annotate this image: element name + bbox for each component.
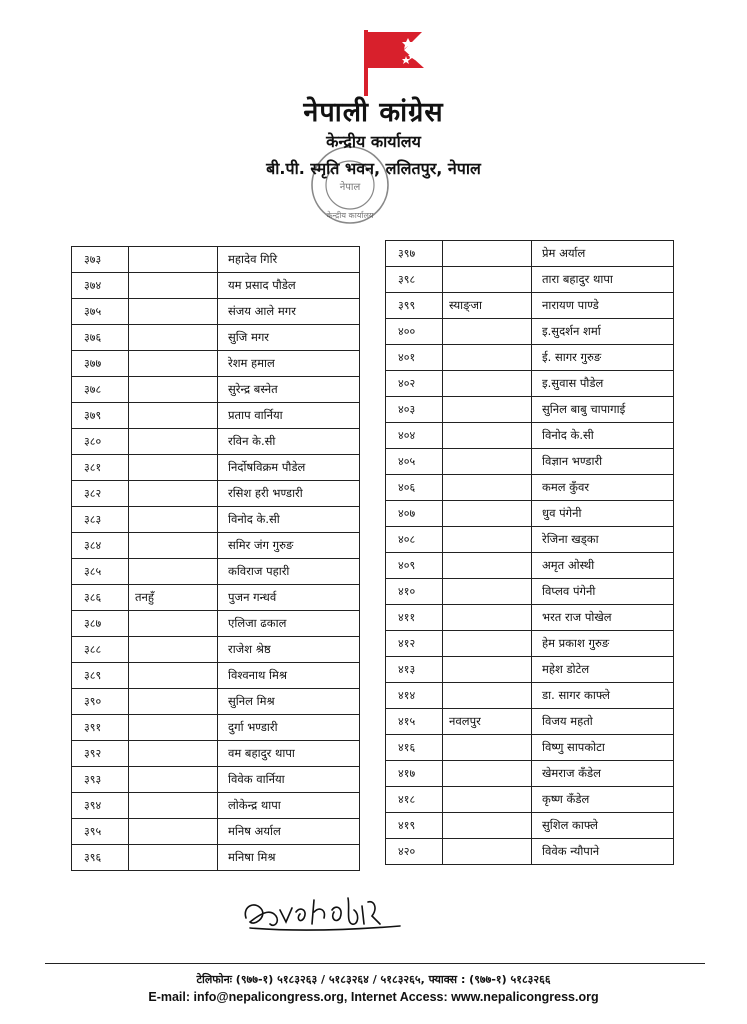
district-cell — [129, 377, 218, 403]
row-number: ३९० — [72, 689, 129, 715]
table-row — [72, 533, 360, 559]
row-number: ३८८ — [72, 637, 129, 663]
member-name: तारा बहादुर थापा — [532, 267, 674, 293]
row-number: ४१६ — [386, 735, 443, 761]
row-number: ३८० — [72, 429, 129, 455]
row-number: ४०६ — [386, 475, 443, 501]
row-number: ३७६ — [72, 325, 129, 351]
district-cell — [129, 845, 218, 871]
district-cell — [443, 657, 532, 683]
member-name: मनिषा मिश्र — [218, 845, 360, 871]
row-number: ३८४ — [72, 533, 129, 559]
member-name: महादेव गिरि — [218, 247, 360, 273]
row-number: ४१९ — [386, 813, 443, 839]
district-cell — [129, 455, 218, 481]
member-name: लोकेन्द्र थापा — [218, 793, 360, 819]
member-name: विजय महतो — [532, 709, 674, 735]
table-row — [386, 371, 674, 397]
row-number: ३९३ — [72, 767, 129, 793]
table-row — [72, 247, 360, 273]
row-number: ४०९ — [386, 553, 443, 579]
table-row — [386, 501, 674, 527]
district-cell — [129, 819, 218, 845]
district-cell — [129, 793, 218, 819]
row-number: ३७४ — [72, 273, 129, 299]
row-number: ४०० — [386, 319, 443, 345]
handwritten-signature — [240, 888, 420, 938]
table-row — [72, 741, 360, 767]
district-cell — [443, 475, 532, 501]
table-row — [386, 787, 674, 813]
party-flag-logo — [362, 28, 428, 98]
table-row — [72, 325, 360, 351]
table-row — [386, 267, 674, 293]
member-name: महेश डोटेल — [532, 657, 674, 683]
table-row — [72, 715, 360, 741]
row-number: ४०८ — [386, 527, 443, 553]
district-cell — [443, 787, 532, 813]
row-number: ४०३ — [386, 397, 443, 423]
member-list-left — [71, 246, 360, 871]
table-row — [72, 403, 360, 429]
table-row — [386, 709, 674, 735]
table-row — [386, 345, 674, 371]
district-cell — [443, 683, 532, 709]
member-name: सुशिल काफ्ले — [532, 813, 674, 839]
row-number: ४२० — [386, 839, 443, 865]
letterhead — [0, 0, 747, 235]
table-row — [386, 735, 674, 761]
member-name: दुर्गा भण्डारी — [218, 715, 360, 741]
row-number: ४१२ — [386, 631, 443, 657]
table-row — [72, 299, 360, 325]
table-row — [386, 319, 674, 345]
member-name: भरत राज पोखेल — [532, 605, 674, 631]
table-row — [386, 241, 674, 267]
member-name: विवेक वार्निया — [218, 767, 360, 793]
table-row — [72, 273, 360, 299]
table-row — [386, 605, 674, 631]
district-cell — [129, 481, 218, 507]
table-row — [386, 475, 674, 501]
member-name: कविराज पहारी — [218, 559, 360, 585]
member-name: निर्दोषविक्रम पौडेल — [218, 455, 360, 481]
district-cell — [443, 397, 532, 423]
member-name: सुनिल मिश्र — [218, 689, 360, 715]
row-number: ३९६ — [72, 845, 129, 871]
row-number: ३९८ — [386, 267, 443, 293]
district-cell — [443, 735, 532, 761]
member-name: मनिष अर्याल — [218, 819, 360, 845]
district-cell — [443, 501, 532, 527]
district-cell — [129, 351, 218, 377]
row-number: ३८७ — [72, 611, 129, 637]
district-cell — [443, 605, 532, 631]
district-cell — [129, 715, 218, 741]
row-number: ३९५ — [72, 819, 129, 845]
row-number: ३८५ — [72, 559, 129, 585]
office-title: केन्द्रीय कार्यालय — [326, 132, 421, 151]
footer-divider — [45, 963, 705, 964]
member-name: संजय आले मगर — [218, 299, 360, 325]
district-cell — [129, 689, 218, 715]
table-row — [386, 397, 674, 423]
member-name: डा. सागर काफ्ले — [532, 683, 674, 709]
table-row — [386, 423, 674, 449]
row-number: ३९७ — [386, 241, 443, 267]
row-number: ४१३ — [386, 657, 443, 683]
table-row — [72, 637, 360, 663]
member-list-right — [385, 240, 674, 865]
member-name: रेशम हमाल — [218, 351, 360, 377]
row-number: ४१८ — [386, 787, 443, 813]
member-name: धुव पंगेनी — [532, 501, 674, 527]
row-number: ४१४ — [386, 683, 443, 709]
table-row — [386, 449, 674, 475]
org-name: नेपाली कांग्रेस — [303, 97, 444, 128]
table-row — [72, 663, 360, 689]
footer-phone-fax: टेलिफोनः (९७७-१) ५१८३२६३ / ५१८३२६४ / ५१८३२६५, फ्याक्स : (९७७-१) ५१८३२६६ — [196, 973, 551, 986]
row-number: ३९४ — [72, 793, 129, 819]
row-number: ३८३ — [72, 507, 129, 533]
member-name: विवेक न्यौपाने — [532, 839, 674, 865]
district-cell: तनहुँ — [129, 585, 218, 611]
district-cell — [129, 429, 218, 455]
member-name: पुजन गन्धर्व — [218, 585, 360, 611]
district-cell — [443, 813, 532, 839]
district-cell: नवलपुर — [443, 709, 532, 735]
row-number: ३८९ — [72, 663, 129, 689]
member-name: सुरेन्द्र बस्नेत — [218, 377, 360, 403]
table-row — [72, 351, 360, 377]
table-row — [72, 455, 360, 481]
district-cell — [129, 637, 218, 663]
district-cell — [443, 319, 532, 345]
table-row — [386, 683, 674, 709]
district-cell — [443, 267, 532, 293]
row-number: ४१० — [386, 579, 443, 605]
member-name: खेमराज कँडेल — [532, 761, 674, 787]
table-row — [72, 507, 360, 533]
table-row — [386, 527, 674, 553]
office-address: बी.पी. स्मृति भवन, ललितपुर, नेपाल — [266, 159, 481, 178]
district-cell — [443, 579, 532, 605]
member-name: इ.सुदर्शन शर्मा — [532, 319, 674, 345]
member-name: वम बहादुर थापा — [218, 741, 360, 767]
table-row — [72, 481, 360, 507]
district-cell — [443, 423, 532, 449]
district-cell — [443, 449, 532, 475]
table-row — [72, 611, 360, 637]
member-name: विप्लव पंगेनी — [532, 579, 674, 605]
member-name: ई. सागर गुरुङ — [532, 345, 674, 371]
district-cell — [129, 299, 218, 325]
member-name: विनोद के.सी — [218, 507, 360, 533]
table-row — [386, 657, 674, 683]
table-row — [386, 293, 674, 319]
member-name: एलिजा ढकाल — [218, 611, 360, 637]
member-name: प्रेम अर्याल — [532, 241, 674, 267]
member-name: रविन के.सी — [218, 429, 360, 455]
district-cell — [129, 533, 218, 559]
district-cell — [443, 553, 532, 579]
row-number: ४११ — [386, 605, 443, 631]
table-row — [72, 585, 360, 611]
district-cell — [129, 741, 218, 767]
row-number: ३८६ — [72, 585, 129, 611]
table-row — [72, 793, 360, 819]
table-row — [72, 689, 360, 715]
table-row — [72, 767, 360, 793]
table-row — [72, 819, 360, 845]
table-row — [72, 377, 360, 403]
member-name: विष्णु सापकोटा — [532, 735, 674, 761]
row-number: ३७५ — [72, 299, 129, 325]
row-number: ४०७ — [386, 501, 443, 527]
district-cell — [129, 403, 218, 429]
member-name: सुजि मगर — [218, 325, 360, 351]
table-row — [72, 559, 360, 585]
row-number: ३९१ — [72, 715, 129, 741]
table-row — [386, 631, 674, 657]
member-name: इ.सुवास पौडेल — [532, 371, 674, 397]
table-row — [386, 761, 674, 787]
district-cell — [129, 325, 218, 351]
member-name: सुनिल बाबु चापागाई — [532, 397, 674, 423]
seal-ring-text: केन्द्रीय कार्यालय — [326, 211, 374, 220]
member-name: विश्वनाथ मिश्र — [218, 663, 360, 689]
member-name: कमल कुँवर — [532, 475, 674, 501]
table-row — [72, 429, 360, 455]
district-cell — [129, 611, 218, 637]
row-number: ४१७ — [386, 761, 443, 787]
member-name: हेम प्रकाश गुरुङ — [532, 631, 674, 657]
seal-center-text: नेपाल — [339, 182, 361, 193]
district-cell — [443, 345, 532, 371]
row-number: ३८१ — [72, 455, 129, 481]
row-number: ३७९ — [72, 403, 129, 429]
district-cell — [129, 559, 218, 585]
table-row — [386, 813, 674, 839]
table-row — [72, 845, 360, 871]
member-name: रसिश हरी भण्डारी — [218, 481, 360, 507]
district-cell: स्याङ्जा — [443, 293, 532, 319]
member-name: समिर जंग गुरुङ — [218, 533, 360, 559]
district-cell — [443, 761, 532, 787]
row-number: ३९९ — [386, 293, 443, 319]
district-cell — [443, 527, 532, 553]
district-cell — [443, 371, 532, 397]
district-cell — [443, 631, 532, 657]
district-cell — [129, 767, 218, 793]
member-name: कृष्ण कँडेल — [532, 787, 674, 813]
member-name: विनोद के.सी — [532, 423, 674, 449]
row-number: ३८२ — [72, 481, 129, 507]
table-row — [386, 839, 674, 865]
row-number: ३९२ — [72, 741, 129, 767]
table-row — [386, 553, 674, 579]
row-number: ३७३ — [72, 247, 129, 273]
row-number: ३७७ — [72, 351, 129, 377]
member-name: अमृत ओस्थी — [532, 553, 674, 579]
member-name: यम प्रसाद पौडेल — [218, 273, 360, 299]
district-cell — [129, 247, 218, 273]
district-cell — [129, 273, 218, 299]
district-cell — [443, 241, 532, 267]
district-cell — [129, 507, 218, 533]
row-number: ३७८ — [72, 377, 129, 403]
member-name: नारायण पाण्डे — [532, 293, 674, 319]
district-cell — [129, 663, 218, 689]
row-number: ४०२ — [386, 371, 443, 397]
row-number: ४१५ — [386, 709, 443, 735]
member-name: रेजिना खड्का — [532, 527, 674, 553]
district-cell — [443, 839, 532, 865]
member-name: प्रताप वार्निया — [218, 403, 360, 429]
office-seal-stamp — [305, 140, 395, 230]
footer-email-web: E-mail: info@nepalicongress.org, Internet Access: www.nepalicongress.org — [148, 990, 599, 1004]
row-number: ४०४ — [386, 423, 443, 449]
row-number: ४०५ — [386, 449, 443, 475]
row-number: ४०१ — [386, 345, 443, 371]
member-name: राजेश श्रेष्ठ — [218, 637, 360, 663]
member-name: विज्ञान भण्डारी — [532, 449, 674, 475]
table-row — [386, 579, 674, 605]
